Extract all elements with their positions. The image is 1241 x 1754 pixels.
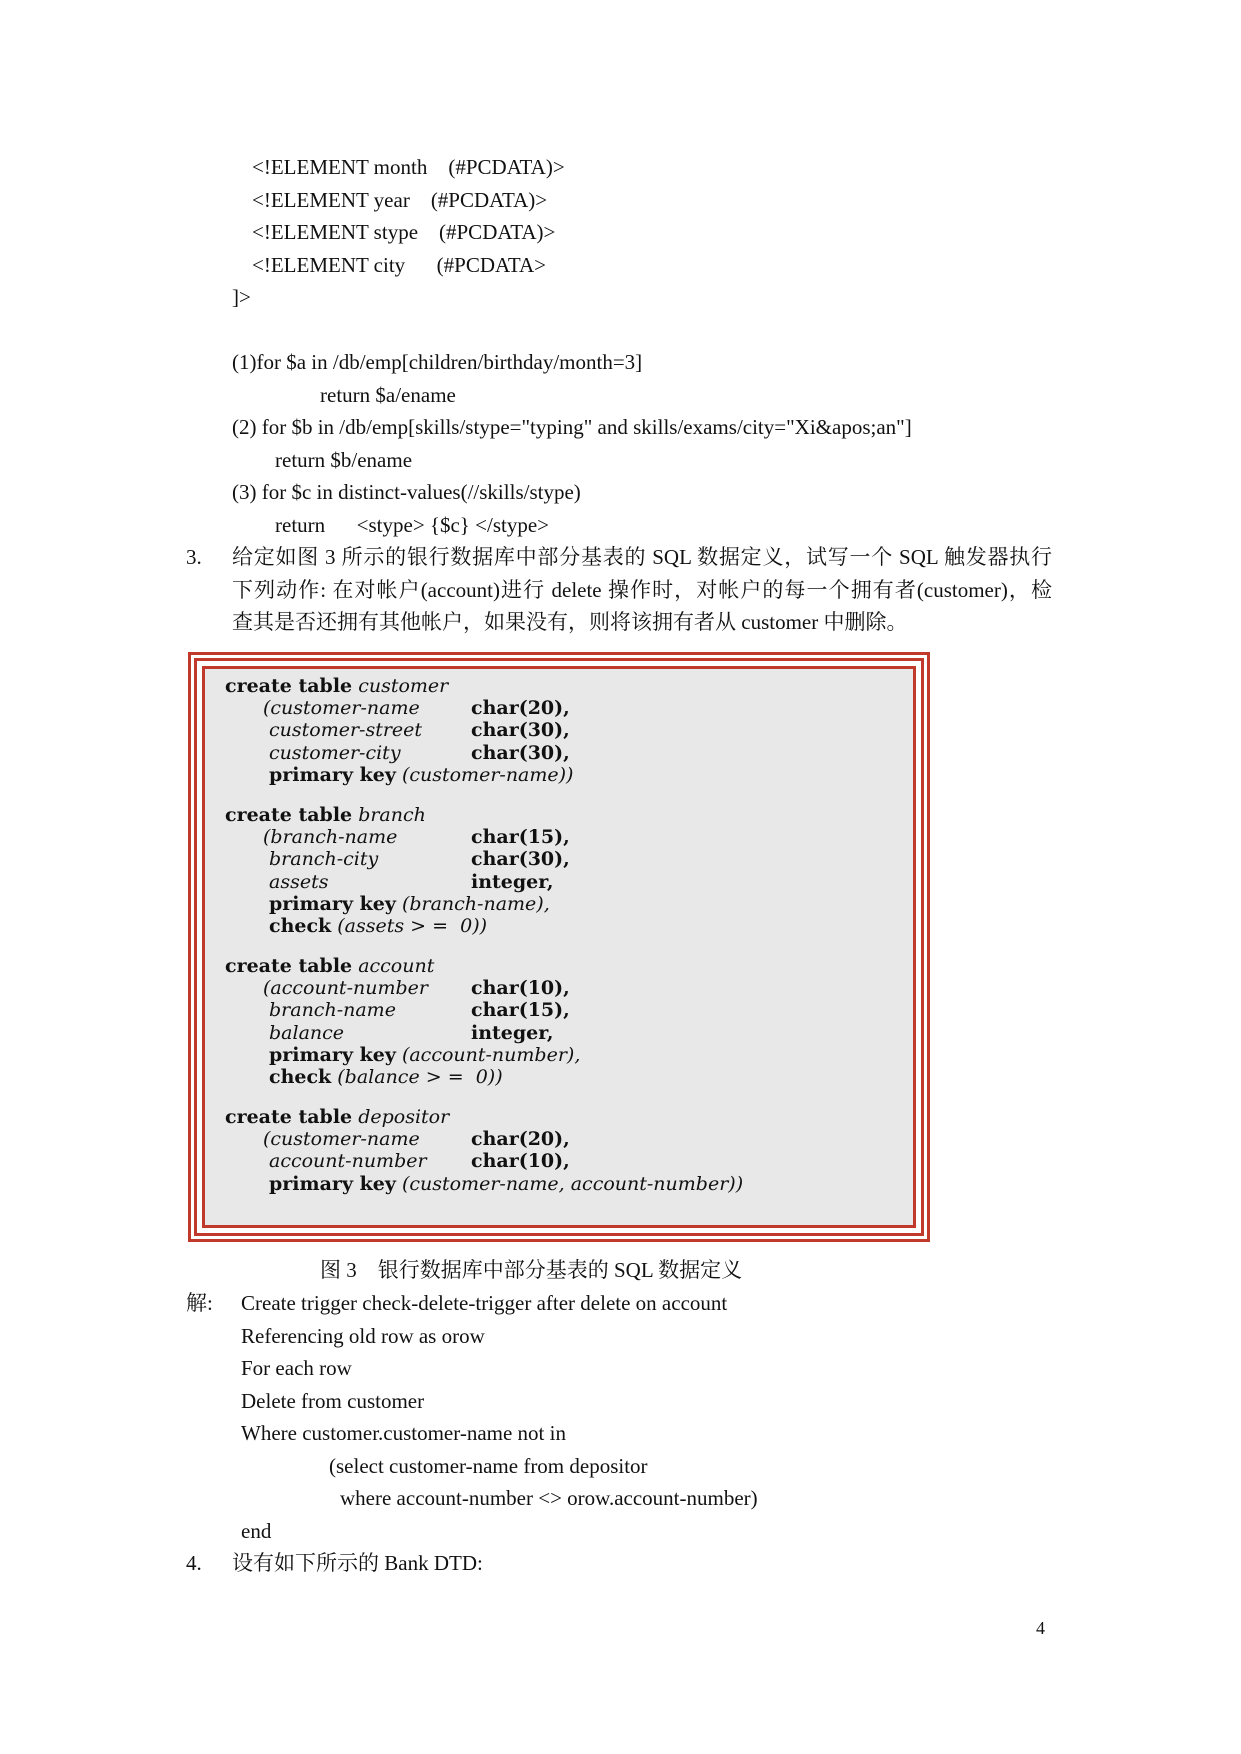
- sql-column-type: integer,: [471, 1022, 554, 1044]
- sql-column-name: assets: [269, 871, 329, 893]
- sql-column-name: customer-city: [269, 742, 401, 764]
- query-line: return <stype> {$c} </stype>: [275, 513, 549, 537]
- answer-line: Create trigger check-delete-trigger after delete on account: [241, 1291, 728, 1315]
- answer-line: end: [241, 1519, 272, 1543]
- question-text: 下列动作: 在对帐户(account)进行 delete 操作时，对帐户的每一个拥有者(customer)，检: [232, 578, 1052, 602]
- sql-column-name: branch-name: [269, 999, 396, 1021]
- sql-constraint: primary key (branch-name),: [269, 893, 550, 915]
- sql-column-name: (customer-name: [263, 1128, 420, 1150]
- sql-create-line: create table account: [225, 955, 435, 977]
- sql-column-type: integer,: [471, 871, 554, 893]
- figure-border: [194, 658, 924, 1236]
- sql-column-type: char(30),: [471, 742, 570, 764]
- sql-create-line: create table branch: [225, 804, 426, 826]
- dtd-close: ]>: [232, 285, 251, 309]
- sql-column-type: char(30),: [471, 719, 570, 741]
- sql-constraint: primary key (account-number),: [269, 1044, 581, 1066]
- query-line: return $b/ename: [275, 448, 413, 472]
- answer-label: 解:: [186, 1291, 213, 1315]
- answer-line: For each row: [241, 1356, 352, 1380]
- sql-create-line: create table customer: [225, 675, 449, 697]
- query-line: return $a/ename: [320, 383, 456, 407]
- sql-column-type: char(15),: [471, 826, 570, 848]
- answer-line: Delete from customer: [241, 1389, 425, 1413]
- answer-line: (select customer-name from depositor: [329, 1454, 648, 1478]
- dtd-line: <!ELEMENT month (#PCDATA)>: [252, 155, 565, 179]
- sql-column-type: char(20),: [471, 1128, 570, 1150]
- query-line: (1)for $a in /db/emp[children/birthday/month=3]: [232, 350, 643, 374]
- sql-column-name: (customer-name: [263, 697, 420, 719]
- query-line: (2) for $b in /db/emp[skills/stype="typing" and skills/exams/city="Xi&apos;an"]: [232, 415, 912, 439]
- question-text: 查其是否还拥有其他帐户，如果没有，则将该拥有者从 customer 中删除。: [232, 610, 908, 634]
- sql-column-name: balance: [269, 1022, 345, 1044]
- sql-create-line: create table depositor: [225, 1106, 450, 1128]
- answer-line: Where customer.customer-name not in: [241, 1421, 566, 1445]
- figure-frame: [188, 652, 930, 1242]
- sql-column-type: char(20),: [471, 697, 570, 719]
- sql-column-name: account-number: [269, 1150, 427, 1172]
- question-number: 3.: [186, 545, 202, 569]
- sql-column-name: customer-street: [269, 719, 423, 741]
- page-number: 4: [1036, 1618, 1045, 1638]
- sql-column-type: char(15),: [471, 999, 570, 1021]
- question-text: 给定如图 3 所示的银行数据库中部分基表的 SQL 数据定义，试写一个 SQL 触发器执行: [232, 545, 1052, 569]
- question-number: 4.: [186, 1551, 202, 1575]
- sql-column-name: (account-number: [263, 977, 428, 999]
- sql-constraint: primary key (customer-name)): [269, 764, 574, 786]
- answer-line: Referencing old row as orow: [241, 1324, 485, 1348]
- sql-column-name: branch-city: [269, 848, 379, 870]
- sql-column-type: char(30),: [471, 848, 570, 870]
- question-text: 设有如下所示的 Bank DTD:: [232, 1551, 483, 1575]
- sql-column-type: char(10),: [471, 977, 570, 999]
- sql-column-name: (branch-name: [263, 826, 398, 848]
- figure-sql-panel: [202, 666, 916, 1228]
- figure-caption: 图 3 银行数据库中部分基表的 SQL 数据定义: [320, 1258, 743, 1282]
- dtd-line: <!ELEMENT stype (#PCDATA)>: [252, 220, 556, 244]
- sql-constraint: check (assets > = 0)): [269, 915, 488, 937]
- query-line: (3) for $c in distinct-values(//skills/stype): [232, 480, 581, 504]
- dtd-line: <!ELEMENT year (#PCDATA)>: [252, 188, 548, 212]
- answer-line: where account-number <> orow.account-number): [340, 1486, 758, 1510]
- sql-column-type: char(10),: [471, 1150, 570, 1172]
- dtd-line: <!ELEMENT city (#PCDATA>: [252, 253, 547, 277]
- sql-constraint: check (balance > = 0)): [269, 1066, 503, 1088]
- sql-constraint: primary key (customer-name, account-number)): [269, 1173, 744, 1195]
